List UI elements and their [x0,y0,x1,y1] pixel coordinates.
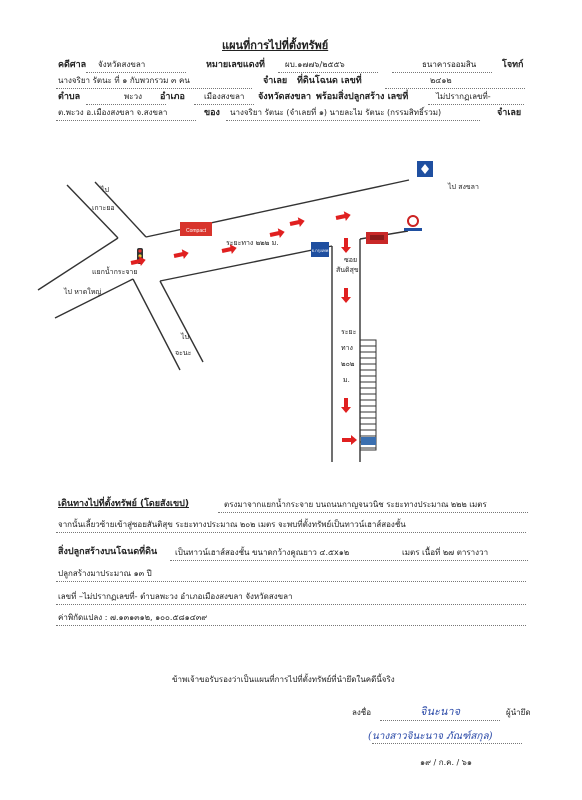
row-houses [360,340,376,450]
plaintiff-value: ธนาคารออมสิน [422,60,477,69]
signature-scribble: จินะนาจ [420,705,461,718]
property-marker [361,437,376,445]
map-label-soi-dist-1: ระยะ [341,328,357,336]
map-label-distance-main: ระยะทาง ๒๒๒ ม. [226,239,279,247]
printed-name: (นางสาวจินะนาจ ภัณฑ์สกุล) [368,731,493,742]
row-houses-block [360,340,376,450]
page-title: แผนที่การไปที่ตั้งทรัพย์ [222,39,329,52]
defendant-value: นางจริยา รัตนะ ที่ ๑ กับพวกรวม ๓ คน [58,76,190,85]
owner-suffix: จำเลย [497,108,522,118]
coords-line: ค่าพิกัดแปลง : ๗.๑๓๑๓๑๒, ๑๐๐.๕๘๑๔๓๙ [58,613,208,622]
sign-left-text: Compact [185,228,207,234]
court-label: คดีศาล [58,60,87,70]
road-hatyai-south-edge [55,279,133,318]
route-line-1-dots [218,512,528,513]
deed-value: ๒๔๑๒ [430,76,452,85]
owner-value: นางจริยา รัตนะ (จำเลยที่ ๑) นายละไม รัตนะ (กรรมสิทธิ์รวม) [230,108,442,117]
sign-date: ๑๙ / ก.ค. / ๖๑ [420,758,472,767]
route-arrow-soi-1 [341,238,351,253]
road-hatyai-north-edge [38,238,118,290]
bank-logo-icon [417,161,433,177]
map-label-junction: แยกน้ำกระจาย [92,268,138,276]
route-arrow-main-6 [335,210,352,223]
route-arrow-main-4 [269,227,286,240]
road-chana-edge-1 [133,279,180,370]
route-heading: เดินทางไปที่ตั้งทรัพย์ (โดยสังเขป) [58,499,189,509]
sign-dots [380,720,500,721]
address-value: ต.พะวง อ.เมืองสงขลา จ.สงขลา [58,108,168,117]
district-label: อำเภอ [160,92,185,102]
subdistrict-label: ตำบล [58,92,81,102]
map-label-to-songkhla: ไป สงขลา [448,183,479,191]
map-label-soi-2: สันติสุข [336,266,359,274]
route-arrow-main-5 [289,216,306,229]
route-arrow-soi-2 [341,288,351,303]
map-label-soi-1: ซอย [344,256,358,264]
route-arrow-soi-4 [342,435,357,445]
sign-role: ผู้นำยึด [506,708,531,717]
deed-label: ที่ดินโฉนด เลขที่ [297,76,362,86]
map-label-to-chana-2: จะนะ [175,349,192,357]
map-label-to-ko-yo-1: ไป [101,186,109,194]
compact-sign-icon [180,222,212,236]
address-line: เลขที่ –ไม่ปรากฏเลขที่- ตำบลพะวง อำเภอเมืองสงขลา จังหวัดสงขลา [58,592,293,601]
case-value: ผบ.๑๗๗๖/๒๕๕๖ [285,60,345,69]
shop-sign-icon [366,232,388,244]
building-line-2: ปลูกสร้างมาประมาณ ๑๓ ปี [58,569,152,578]
defendant-label: จำเลย [263,76,288,86]
route-line-1: ตรงมาจากแยกน้ำกระจาย บนถนนกาญจนวนิช ระยะทางประมาณ ๒๒๒ เมตร [224,500,487,509]
route-line-2-dots [56,532,526,533]
route-line-2: จากนั้นเลี้ยวซ้ายเข้าสู่ซอยสันติสุข ระยะทางประมาณ ๒๐๒ เมตร จะพบที่ตั้งทรัพย์เป็นทาวน์เฮาส์สองชั้น [58,520,406,529]
route-arrow-soi-3 [341,398,351,413]
building-line-1-dots [170,560,528,561]
court-value: จังหวัดสงขลา [98,60,146,69]
sign-label: ลงชื่อ [352,708,372,717]
subdistrict-value: พะวง [124,92,142,101]
building-line-1: เป็นทาวน์เฮาส์สองชั้น ขนาดกว้างคูณยาว ๔.๕x๑๒ [175,548,350,557]
building-heading: สิ่งปลูกสร้างบนโฉนดที่ดิน [58,547,158,557]
building-value: ไม่ปรากฏเลขที่- [436,92,491,101]
building-line-2-dots [56,581,526,582]
map-label-to-chana-1: ไป [181,333,189,341]
map-label-soi-dist-3: ๒๐๒ [341,360,355,368]
printed-name-dots [372,743,522,744]
roads [38,180,409,462]
map-label-soi-dist-4: ม. [343,376,350,384]
building-area: เมตร เนื้อที่ ๒๗ ตารางวา [402,548,489,557]
route-arrow-main-2 [173,248,190,261]
sign-mid-text: ธ.กรุงเทพ [311,248,329,253]
bank-sign-icon [311,242,329,257]
province-value: จังหวัดสงขลา [258,92,312,102]
map-label-to-hatyai: ไป หาดใหญ่ [64,288,102,296]
plaintiff-label: โจทก์ [502,60,524,70]
building-label: พร้อมสิ่งปลูกสร้าง เลขที่ [316,92,409,102]
fuel-station-logo-icon [404,216,422,231]
certify-text: ข้าพเจ้าขอรับรองว่าเป็นแผนที่การไปที่ตั้งทรัพย์ที่นำยึดในคดีนี้จริง [172,675,395,684]
map-label-to-ko-yo-2: เกาะยอ [92,204,115,212]
road-main-south-edge [160,246,332,281]
case-label: หมายเลขแดงที่ [206,60,265,70]
owner-label: ของ [204,108,220,118]
map-label-soi-dist-2: ทาง [341,344,353,352]
coords-line-dots [56,625,526,626]
address-line-dots [56,604,526,605]
district-value: เมืองสงขลา [204,92,245,101]
